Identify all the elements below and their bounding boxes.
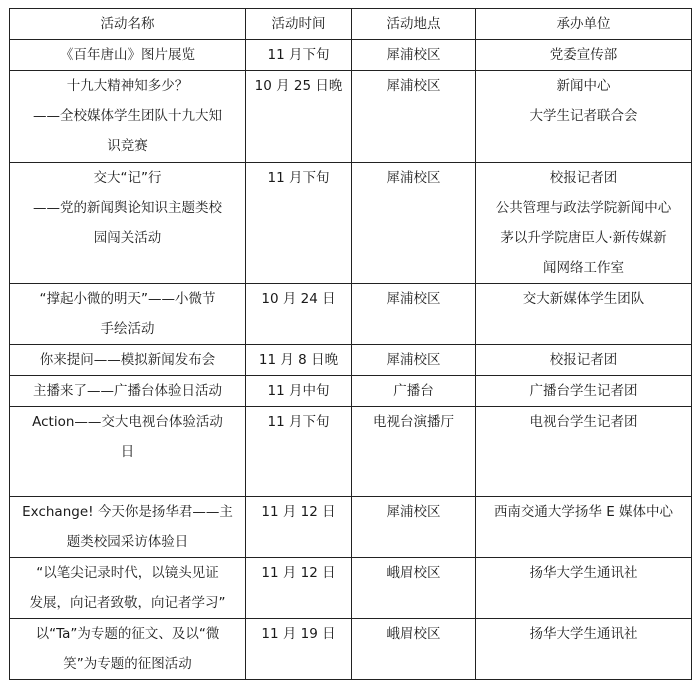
activity-place-cell: 犀浦校区 [352, 284, 476, 345]
table-row [10, 619, 692, 680]
table-row [10, 40, 692, 71]
header-row [10, 9, 692, 40]
activity-name-line: 你来提问——模拟新闻发布会 [39, 352, 216, 368]
activity-time-cell: 10 月 24 日 [246, 284, 352, 345]
organizer-line: 西南交通大学扬华 E 媒体中心 [493, 504, 674, 520]
activity-name-cell [10, 497, 246, 558]
activity-time-cell: 11 月 12 日 [246, 497, 352, 558]
activity-name-line: 交大“记”行 [93, 170, 162, 186]
activity-time-cell: 11 月下旬 [246, 40, 352, 71]
activity-time-cell: 11 月下旬 [246, 163, 352, 284]
header-activity-time: 活动时间 [246, 9, 352, 40]
organizer-cell [476, 163, 692, 284]
organizer-line: 扬华大学生通讯社 [529, 565, 638, 581]
table-row [10, 407, 692, 497]
activity-name-cell [10, 558, 246, 619]
table-row [10, 376, 692, 407]
organizer-line: 茅以升学院唐臣人·新传媒新 [500, 230, 667, 246]
organizer-line: 交大新媒体学生团队 [522, 291, 645, 307]
activity-time-cell: 11 月 12 日 [246, 558, 352, 619]
activity-name-cell [10, 40, 246, 71]
organizer-line: 电视台学生记者团 [529, 414, 638, 430]
header-activity-name: 活动名称 [10, 9, 246, 40]
activity-name-line: 手绘活动 [100, 321, 155, 337]
activity-name-line: Action——交大电视台体验活动 [32, 414, 223, 430]
activity-name-cell [10, 284, 246, 345]
organizer-cell [476, 497, 692, 558]
activity-place-cell: 犀浦校区 [352, 497, 476, 558]
activity-name-line: 题类校园采访体验日 [66, 534, 189, 550]
activity-name-cell [10, 619, 246, 680]
organizer-cell [476, 345, 692, 376]
activity-time-cell: 11 月下旬 [246, 407, 352, 497]
activity-place-cell: 犀浦校区 [352, 71, 476, 163]
header-activity-place: 活动地点 [352, 9, 476, 40]
activity-place-cell: 广播台 [352, 376, 476, 407]
activity-name-cell [10, 163, 246, 284]
activity-name-cell [10, 407, 246, 497]
activity-name-cell [10, 376, 246, 407]
organizer-line: 扬华大学生通讯社 [529, 626, 638, 642]
activity-place-cell: 峨眉校区 [352, 558, 476, 619]
organizer-cell [476, 71, 692, 163]
activity-place-cell: 犀浦校区 [352, 345, 476, 376]
activity-time-cell: 11 月中旬 [246, 376, 352, 407]
activity-name-line: 以“Ta”为专题的征文、及以“微 [35, 626, 220, 642]
activity-name-line: 园闯关活动 [93, 230, 162, 246]
activity-name-line: ——党的新闻舆论知识主题类校 [33, 200, 222, 216]
organizer-line: 校报记者团 [549, 170, 618, 186]
organizer-cell [476, 376, 692, 407]
organizer-line: 校报记者团 [549, 352, 618, 368]
activity-name-cell [10, 71, 246, 163]
table-row [10, 345, 692, 376]
organizer-line: 大学生记者联合会 [529, 108, 638, 124]
activity-name-line: ——全校媒体学生团队十九大知 [33, 108, 222, 124]
activity-place-cell: 峨眉校区 [352, 619, 476, 680]
table-row [10, 284, 692, 345]
activity-place-cell: 电视台演播厅 [352, 407, 476, 497]
organizer-line: 党委宣传部 [549, 47, 618, 63]
header-organizer: 承办单位 [476, 9, 692, 40]
organizer-cell [476, 284, 692, 345]
organizer-line: 闻网络工作室 [543, 260, 624, 276]
table-row [10, 163, 692, 284]
activity-name-line: Exchange! 今天你是扬华君——主 [22, 504, 233, 520]
activity-name-line: 发展，向记者致敬，向记者学习” [29, 595, 226, 611]
activity-time-cell: 11 月 8 日晚 [246, 345, 352, 376]
activity-name-line: 主播来了——广播台体验日活动 [33, 383, 222, 399]
organizer-cell [476, 558, 692, 619]
organizer-line: 公共管理与政法学院新闻中心 [495, 200, 672, 216]
activity-name-line: 十九大精神知多少？ [66, 78, 189, 94]
table-row [10, 558, 692, 619]
activity-name-line: 日 [120, 444, 135, 460]
activity-name-line: “以笔尖记录时代，以镜头见证 [36, 565, 219, 581]
activity-name-line: 《百年唐山》图片展览 [60, 47, 195, 63]
activity-name-line: “撑起小微的明天”——小微节 [39, 291, 216, 307]
activity-place-cell: 犀浦校区 [352, 163, 476, 284]
organizer-cell [476, 40, 692, 71]
activity-name-cell [10, 345, 246, 376]
activity-place-cell: 犀浦校区 [352, 40, 476, 71]
activity-table [9, 8, 692, 680]
activity-time-cell: 10 月 25 日晚 [246, 71, 352, 163]
organizer-line: 新闻中心 [556, 78, 611, 94]
activity-name-line: 笑”为专题的征图活动 [63, 656, 192, 672]
activity-name-line: 识竞赛 [107, 138, 148, 154]
table-row [10, 71, 692, 163]
table-row [10, 497, 692, 558]
organizer-line: 广播台学生记者团 [529, 383, 638, 399]
organizer-cell [476, 407, 692, 497]
activity-time-cell: 11 月 19 日 [246, 619, 352, 680]
organizer-cell [476, 619, 692, 680]
